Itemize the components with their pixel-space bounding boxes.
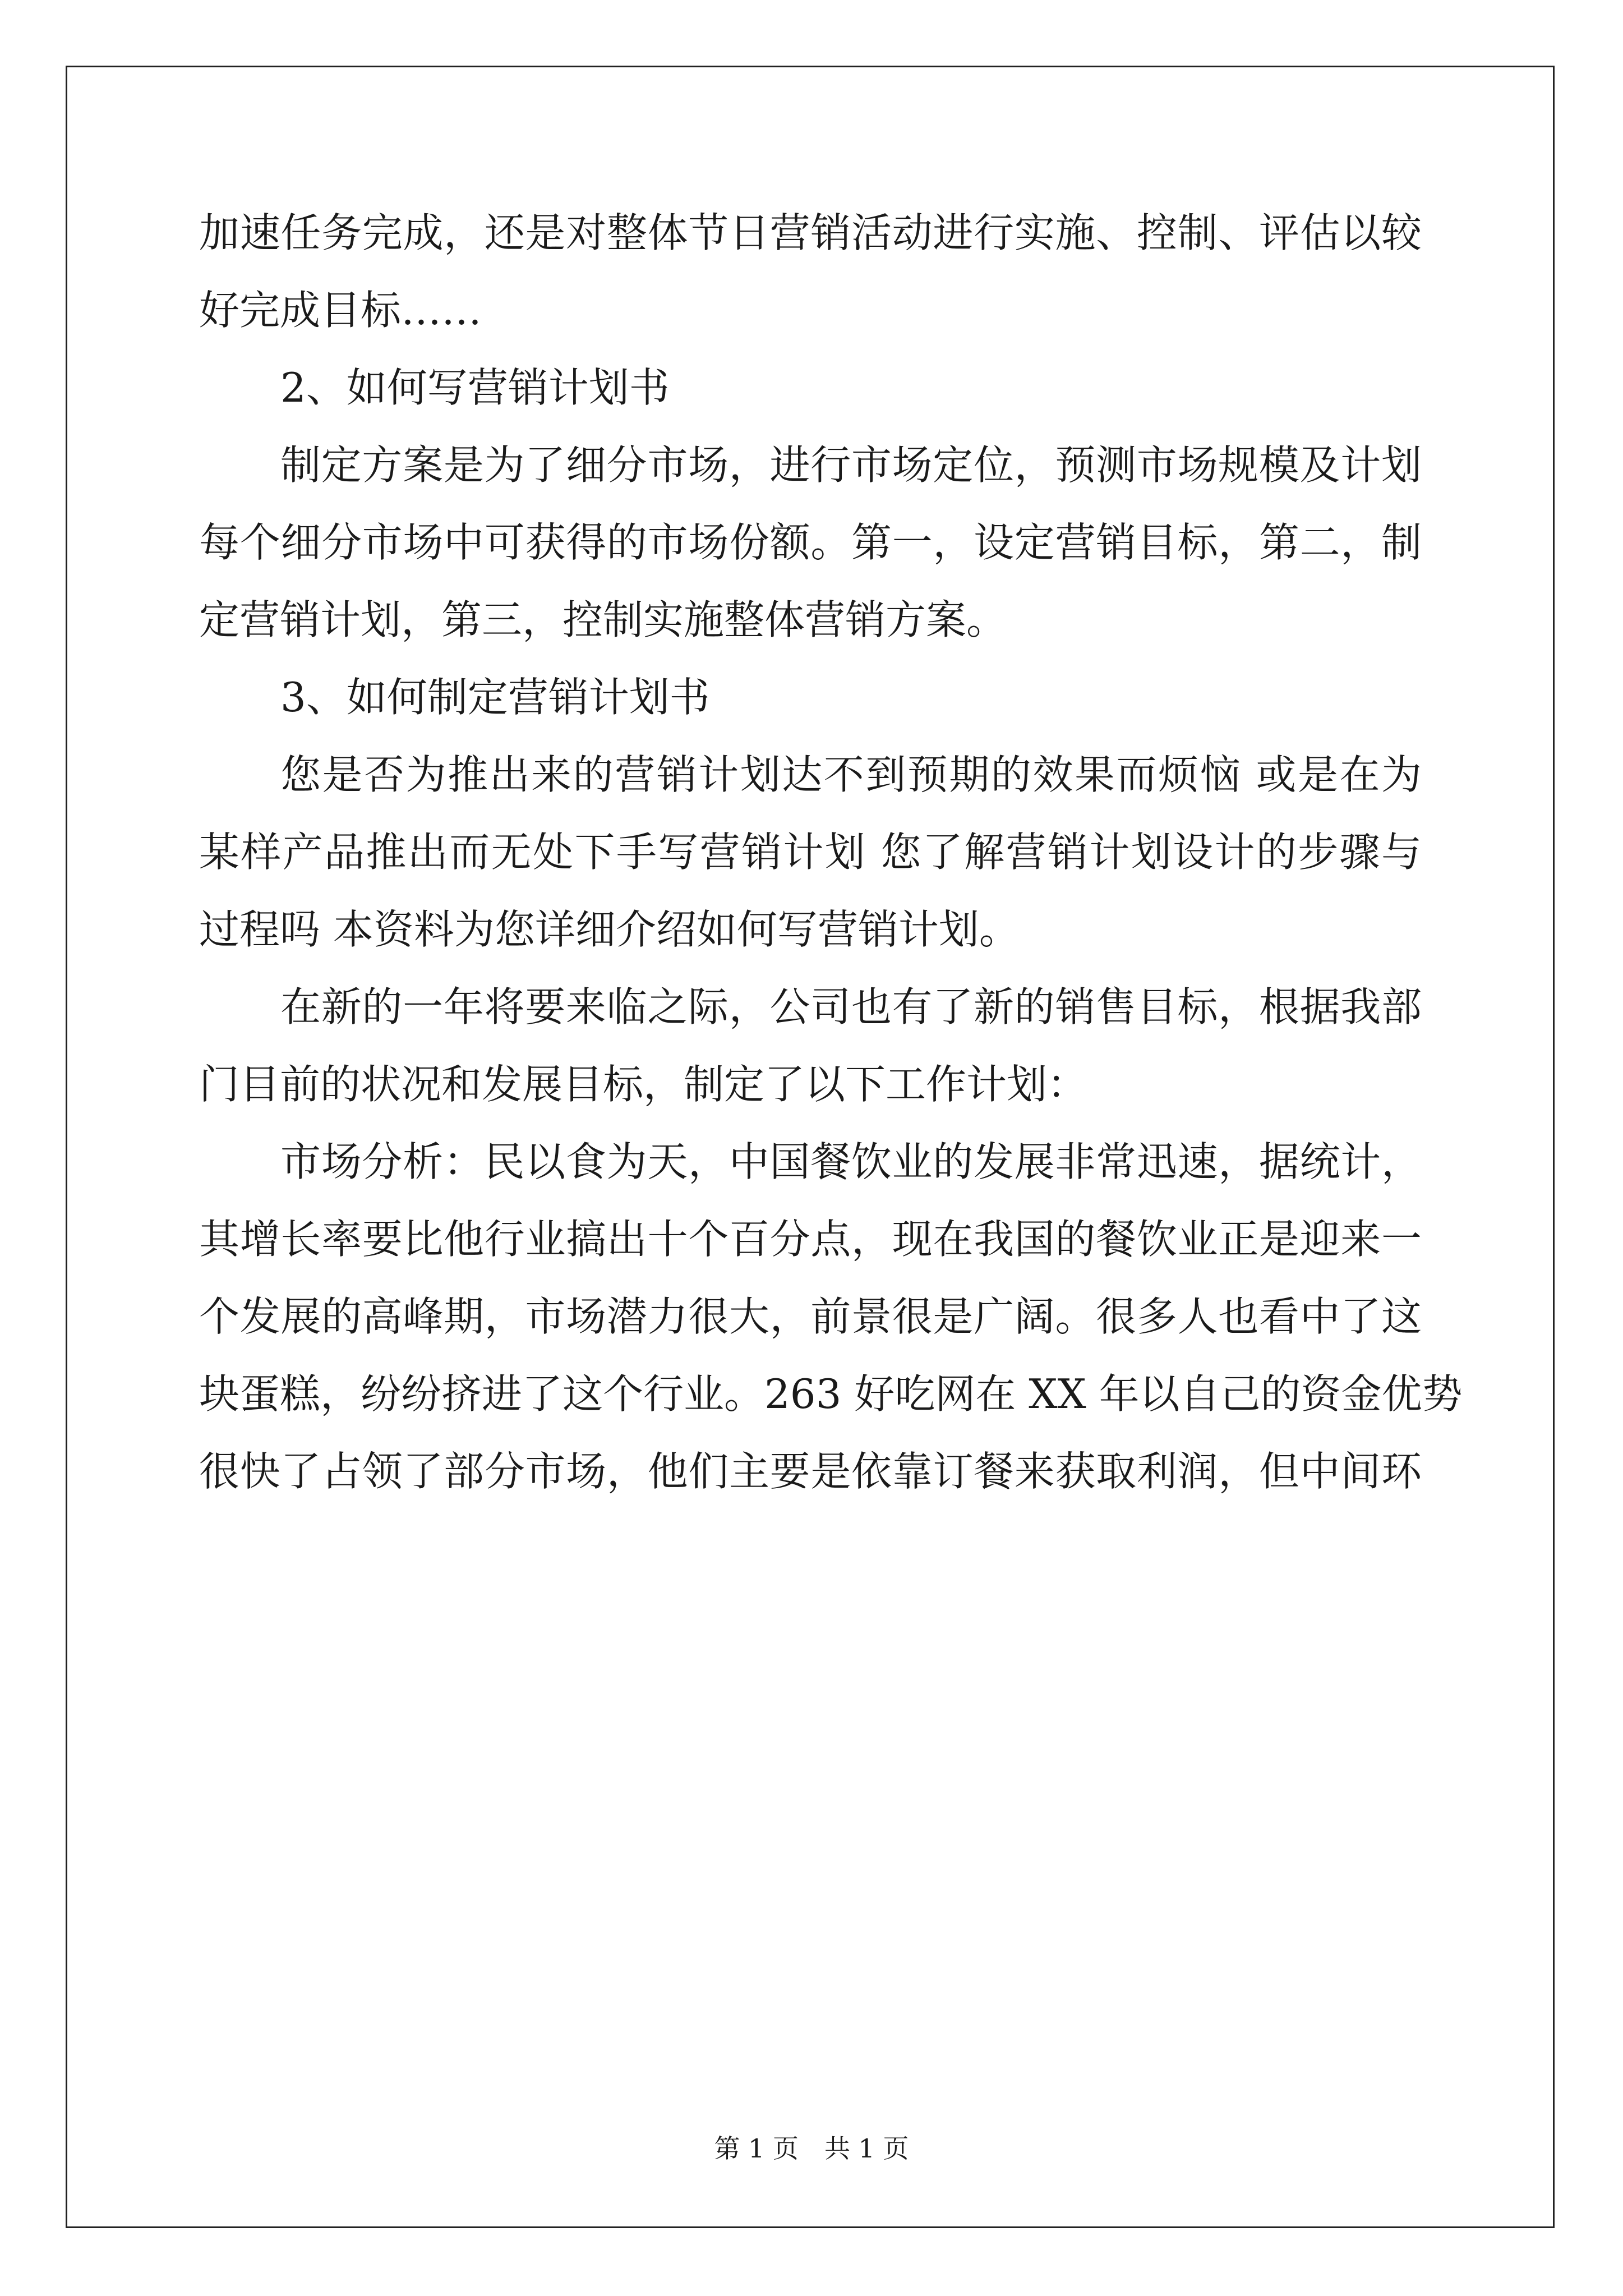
text-line: 过程吗 本资料为您详细介绍如何写营销计划。 (199, 906, 1020, 953)
text-line: 很快了占领了部分市场，他们主要是依靠订餐来获取利润，但中间环 (199, 1448, 1422, 1495)
text-line: 个发展的高峰期，市场潜力很大，前景很是广阔。很多人也看中了这 (199, 1293, 1422, 1340)
page-number: 第 1 页 共 1 页 (714, 2133, 909, 2164)
text-line: 定营销计划，第三，控制实施整体营销方案。 (199, 596, 1007, 643)
text-line: 在新的一年将要来临之际，公司也有了新的销售目标，根据我部 (280, 983, 1422, 1030)
section-heading: 3、如何制定营销计划书 (280, 674, 710, 721)
text-line: 制定方案是为了细分市场，进行市场定位，预测市场规模及计划 (280, 441, 1422, 489)
text-line: 每个细分市场中可获得的市场份额。第一，设定营销目标，第二，制 (199, 519, 1422, 566)
text-line: 您是否为推出来的营销计划达不到预期的效果而烦恼 或是在为 (280, 751, 1422, 798)
text-line: 市场分析：民以食为天，中国餐饮业的发展非常迅速，据统计， (280, 1138, 1422, 1185)
text-line: 其增长率要比他行业搞出十个百分点，现在我国的餐饮业正是迎来一 (199, 1216, 1422, 1263)
text-line: 块蛋糕，纷纷挤进了这个行业。263 好吃网在 XX 年以自己的资金优势 (199, 1370, 1463, 1418)
text-line: 加速任务完成，还是对整体节日营销活动进行实施、控制、评估以较 (199, 209, 1422, 256)
text-line: 好完成目标…… (199, 287, 482, 334)
text-line: 门目前的状况和发展目标，制定了以下工作计划： (199, 1061, 1088, 1108)
section-heading: 2、如何写营销计划书 (280, 364, 670, 411)
text-line: 某样产品推出而无处下手写营销计划 您了解营销计划设计的步骤与 (199, 829, 1422, 876)
